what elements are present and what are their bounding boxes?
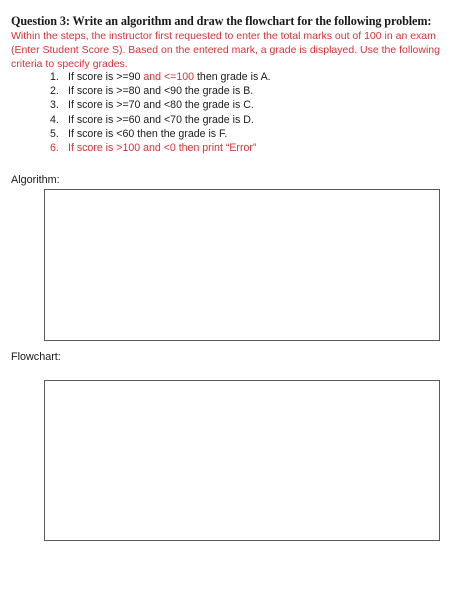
problem-description: Within the steps, the instructor first requested to enter the total marks out of 100 in an exam (Enter Student Score S). Based on the entered mark, a grade is displayed. Use the following criteria to specify grades.	[11, 30, 440, 70]
algorithm-answer-box[interactable]	[44, 189, 440, 341]
flowchart-label: Flowchart:	[11, 351, 61, 363]
flowchart-answer-box[interactable]	[44, 380, 440, 541]
criteria-item-error: 6. If score is >100 and <0 then print “Error”	[50, 142, 257, 155]
criteria-item: 2. If score is >=80 and <90 the grade is B.	[50, 85, 254, 98]
criteria-item: 4. If score is >=60 and <70 the grade is D.	[50, 113, 254, 126]
algorithm-label: Algorithm:	[11, 174, 60, 186]
grading-criteria-list	[50, 70, 450, 155]
criteria-item: 3. If score is >=70 and <80 the grade is C.	[50, 99, 254, 112]
criteria-item: 5. If score is <60 then the grade is F.	[50, 127, 228, 140]
question-title: Question 3: Write an algorithm and draw the flowchart for the following problem:	[11, 14, 432, 28]
criteria-item: 1. If score is >=90 and <=100 then grade is A.	[50, 71, 271, 83]
